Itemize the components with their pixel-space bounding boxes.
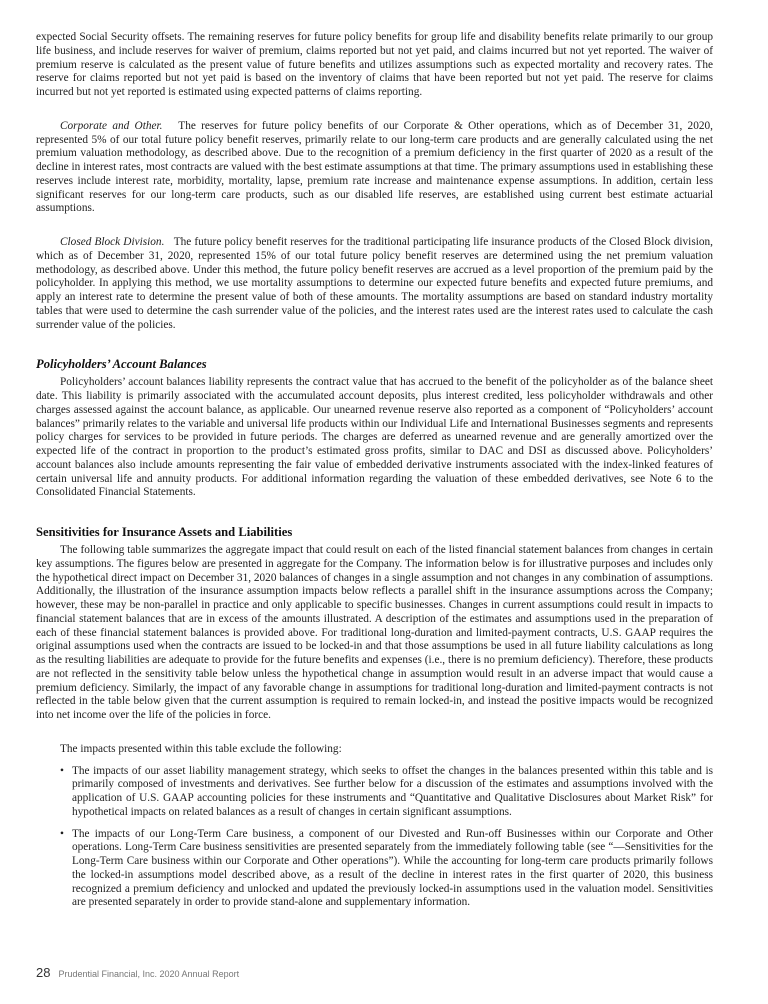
section-heading-sensitivities: Sensitivities for Insurance Assets and Liabilities (36, 525, 293, 539)
run-in-heading-corporate: Corporate and Other. (60, 119, 163, 132)
corporate-body: The reserves for future policy benefits of our Corporate & Other operations, which as of December 31, 2020, represented 5% of our total future policy benefit reserves, primarily relate to our long-term care products and are generally calculated using the net premium valuation methodology, as described above. Due to the recognition of a premium deficiency in the first quarter of 2020 as a result of the decline in interest rates, most contracts are valued with the best estimate assumptions at that time. The primary assumptions used in establishing these reserves include interest rate, morbidity, mortality, lapse, premium rate increase and maintenance expense assumptions. In addition, certain less significant reserves for our long-term care products, such as our disabled life reserves, are established using current best estimate actuarial assumptions. (36, 119, 713, 215)
paragraph-closed-block (36, 236, 713, 332)
list-item: • The impacts of our Long-Term Care business, a component of our Divested and Run-off Businesses within our Corporate and Other operations. Long-Term Care business sensitivities are presented separately from the immediately following table (see “—Sensitivities for the Long-Term Care business within our Corporate and Other operations”). While the accounting for long-term care products primarily follows the locked-in assumptions model described above, as a result of the decline in interest rates in the first quarter of 2020, this business recognized a premium deficiency and unlocked and updated the previously locked-in assumptions used in the valuation model. Sensitivities are presented separately in order to provide stand-alone and supplementary information. (60, 827, 713, 909)
paragraph-group-life-reserves: expected Social Security offsets. The remaining reserves for future policy benefits for group life and disability benefits relate primarily to our group life business, and include reserves for waiver of premium, claims reported but not yet paid, and claims incurred but not yet reported. The waiver of premium reserve is calculated as the present value of future benefits and utilizes assumptions such as expected mortality and recovery rates. The reserve for claims reported but not yet paid is based on the inventory of claims that have been reported but not yet paid. The reserve for claims incurred but not yet reported is estimated using expected patterns of claims reporting. (36, 31, 713, 98)
paragraph-corporate-and-other (36, 120, 713, 216)
paragraph-policyholders: Policyholders’ account balances liability represents the contract value that has accrued to the benefit of the policyholder as of the balance sheet date. This liability is primarily associated with the accumulated account deposits, plus interest credited, less policyholder withdrawals and other charges assessed against the account balance, as applicable. Our unearned revenue reserve also reported as a component of “Policyholders’ account balances” primarily relates to the variable and universal life products within our Individual Life and International Businesses segments and represents policy charges for services to be provided in future periods. The charges are deferred as unearned revenue and are generally amortized over the expected life of the contract in proportion to the product’s estimated gross profits, similar to DAC and DSI as discussed above. Policyholders’ account balances also include amounts representing the fair value of embedded derivative instruments associated with the index-linked features of certain universal life and annuity products. For additional information regarding the valuation of these embedded derivatives, see Note 6 to the Consolidated Financial Statements. (36, 376, 713, 499)
document-page (36, 31, 713, 910)
closed-block-body: The future policy benefit reserves for the traditional participating life insurance products of the Closed Block division, which as of December 31, 2020, represented 15% of our total future policy benefit reserves are determined using the net premium valuation methodology, as described above. Under this method, the future policy benefit reserves are accrued as a level proportion of the premium paid by the policyholder. In applying this method, we use mortality assumptions to determine our expected future benefits and expected future premiums, and apply an interest rate to determine the present value of both of these amounts. The mortality assumptions are based on standard industry mortality tables that were used to determine the cash surrender value of the policies, and the interest rates used are the interest rates used to calculate the cash surrender value of the policies. (36, 236, 713, 331)
page-number: 28 (36, 965, 51, 980)
section-heading-policyholders: Policyholders’ Account Balances (36, 357, 207, 372)
paragraph-sensitivities: The following table summarizes the aggregate impact that could result on each of the listed financial statement balances from changes in certain key assumptions. The figures below are presented in aggregate for the Company. The information below is for illustrative purposes and includes only the hypothetical direct impact on December 31, 2020 balances of changes in a single assumption and not changes in any combination of assumptions. Additionally, the illustration of the insurance assumption impacts below reflects a parallel shift in the insurance assumptions across the Company; however, these may be non-parallel in practice and only applicable to specific businesses. Changes in current assumptions could result in impacts to financial statement balances that are in excess of the amounts illustrated. A description of the estimates and assumptions used in the preparation of each of these financial statement balances is provided above. For traditional long-duration and limited-payment contracts, U.S. GAAP requires the original assumptions used when the contracts are issued to be locked-in and that those assumptions be used in all future liability calculations as long as the resulting liabilities are adequate to provide for the future benefits and expenses (i.e., there is no premium deficiency). Therefore, these products are not reflected in the sensitivity table below unless the hypothetical change in assumption would result in an adverse impact that would cause a premium deficiency. Similarly, the impact of any favorable change in assumptions for traditional long-duration and limited-payment contracts is not reflected in the table below given that the current assumption is required to remain locked-in, and instead the positive impacts would be recognized into net income over the life of the policies in force. (36, 544, 713, 721)
page-footer (36, 965, 239, 980)
exclusions-intro: The impacts presented within this table exclude the following: (60, 742, 342, 755)
bullet-icon: • (60, 827, 64, 840)
report-title: Prudential Financial, Inc. 2020 Annual Report (58, 969, 240, 979)
run-in-heading-closed-block: Closed Block Division. (60, 236, 165, 248)
exclusions-list (36, 765, 713, 911)
bullet-icon: • (60, 764, 64, 777)
list-item: • The impacts of our asset liability management strategy, which seeks to offset the changes in the balances presented within this table and is primarily composed of investments and derivatives. See further below for a discussion of the estimates and assumptions involved with the application of U.S. GAAP accounting policies for these instruments and “Quantitative and Qualitative Disclosures about Market Risk” for hypothetical impacts on related balances as a result of changes in certain significant assumptions. (60, 764, 713, 818)
